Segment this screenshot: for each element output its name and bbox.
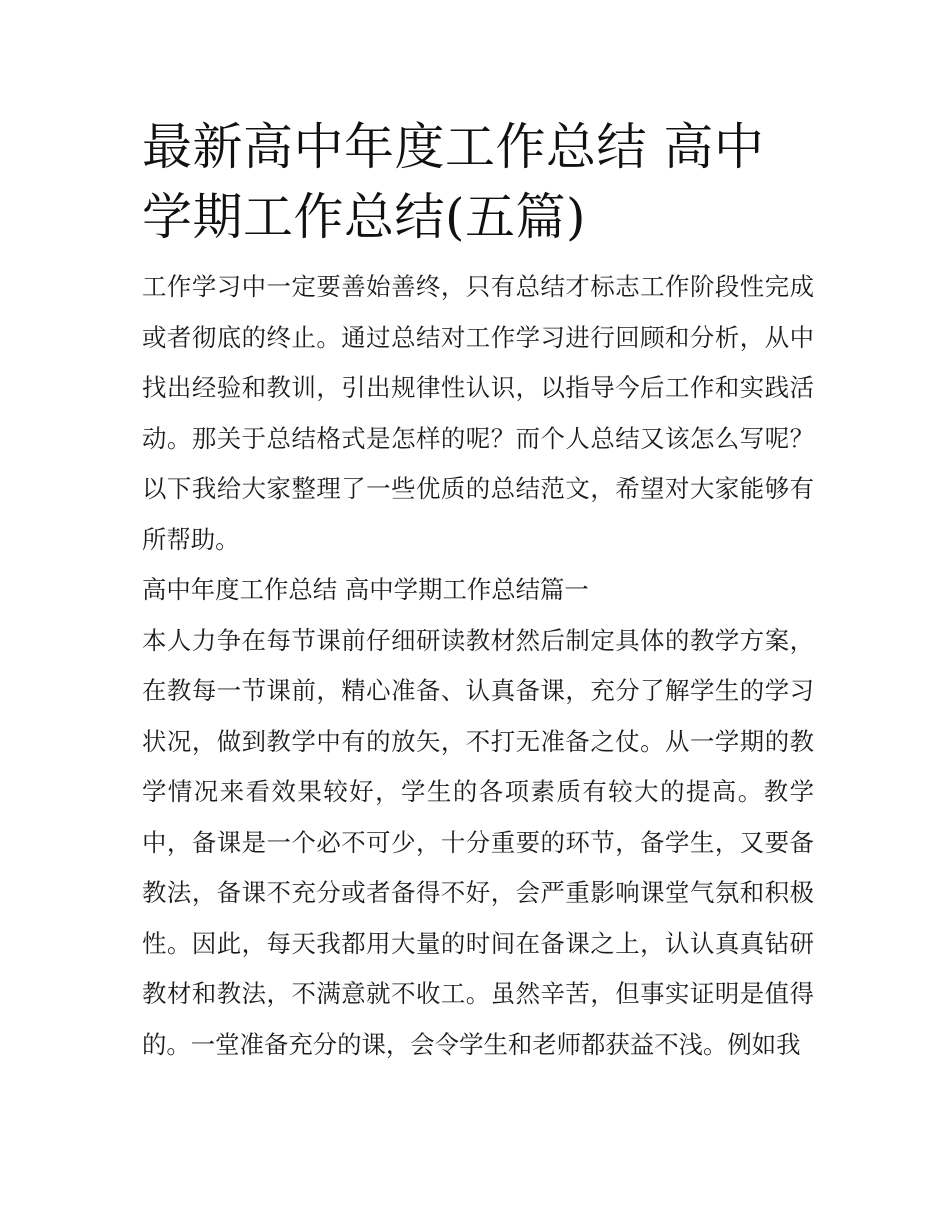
intro-paragraph: 工作学习中一定要善始善终，只有总结才标志工作阶段性完成或者彻底的终止。通过总结对工作学习进行回顾和分析，从中找出经验和教训，引出规律性认识，以指导今后工作和实践活动。那关于总结格式是怎样的呢？而个人总结又该怎么写呢？以下我给大家整理了一些优质的总结范文，希望对大家能够有所帮助。 xyxy=(142,272,814,554)
section-paragraph: 本人力争在每节课前仔细研读教材然后制定具体的教学方案，在教每一节课前，精心准备、认真备课，充分了解学生的学习状况，做到教学中有的放矢，不打无准备之仗。从一学期的教学情况来看效果较好，学生的各项素质有较大的提高。教学中，备课是一个必不可少，十分重要的环节，备学生，又要备教法，备课不充分或者备得不好，会严重影响课堂气氛和积极性。因此，每天我都用大量的时间在备课之上，认认真真钻研教材和教法，不满意就不收工。虽然辛苦，但事实证明是值得的。一堂准备充分的课，会令学生和老师都获益不浅。例如我 xyxy=(142,625,814,1059)
section-heading: 高中年度工作总结 高中学期工作总结篇一 xyxy=(142,575,589,604)
document-content xyxy=(142,112,814,1070)
document-title: 最新高中年度工作总结 高中学期工作总结(五篇) xyxy=(142,118,765,246)
